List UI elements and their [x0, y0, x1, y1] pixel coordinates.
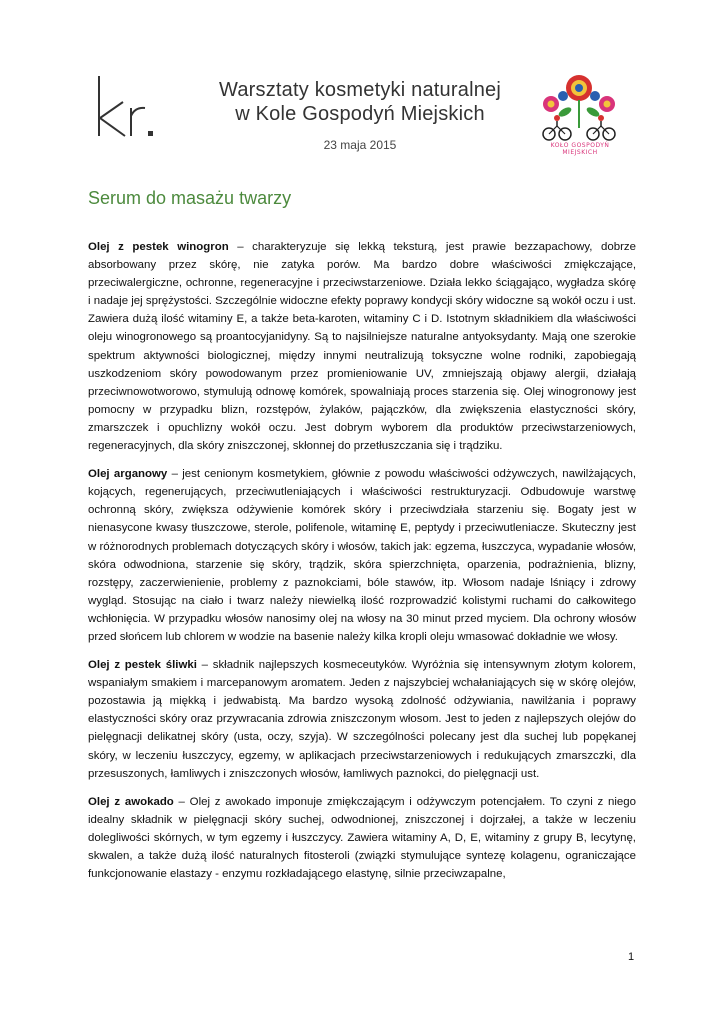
workshop-title-line1: Warsztaty kosmetyki naturalnej: [218, 79, 501, 101]
workshop-title-line2: w Kole Gospodyń Miejskich: [235, 103, 485, 125]
paragraph-text: – składnik najlepszych kosmeceutyków. Wyróżnia się intensywnym złotym kolorem, wspaniałym smakiem i marcepanowym aromatem. Jeden z najszybciej wchałaniających się w skórę olejów, pozostawia ją miękką i jedwabistą. Ma bardzo wysoką zdolność odżywiania, nawilżania i poprawy elastyczności skóry oraz przywracania zdrowia zniszczonym włosom. Jest to jeden z najlepszych olejów do pielęgnacji delikatnej skóry (usta, oczy, szyja). W szczególności polecany jest dla suchej lub popękanej skóry, w leczeniu łuszczycy, egzemy, w aplikacjach przeciwstarzeniowych i redukujących zmarszczki, dla przesuszonych, łamliwych i zniszczonych włosów, łamliwych paznokci, do pielęgnacji ust.: [88, 659, 636, 780]
term-label: Olej z pestek śliwki: [88, 659, 197, 672]
paragraph-avocado-oil: [88, 793, 636, 883]
term-label: Olej z awokado: [88, 795, 174, 808]
header-title-block: [180, 78, 540, 152]
paragraph-plum-seed-oil: [88, 656, 636, 783]
section-title: Serum do masażu twarzy: [88, 188, 292, 208]
term-label: Olej z pestek winogron: [88, 241, 229, 253]
workshop-date: 23 maja 2015: [323, 138, 397, 152]
org-caption: KOŁO GOSPODYŃ MIEJSKICH: [550, 142, 610, 156]
term-label: Olej arganowy: [88, 468, 168, 481]
paragraph-argan-oil: [88, 465, 636, 646]
paragraph-text: – Olej z awokado imponuje zmiękczającym i odżywczym potencjałem. To czyni z niego idealny składnik w pielęgnacji skóry suchej, odwodnionej, zniszczonej i dojrzałej, a także w leczeniu dolegliwości skórnych, w tym egzemy i łuszczycy. Zawiera witaminy A, D, E, witaminy z grupy B, lecytynę, skwalen, a także dużą ilość naturalnych fitosteroli (związki stymulujące syntezę kolagenu, ograniczające funkcjonowanie elastazy - enzymu rozkładającego elastynę, silnie przeciwzapalne,: [88, 795, 636, 881]
paragraph-grape-seed-oil: [88, 238, 636, 455]
page-number: 1: [628, 951, 635, 963]
paragraph-text: – jest cenionym kosmetykiem, głównie z powodu właściwości odżywczych, nawilżających, kojących, regenerujących, przeciwutleniających i właściwości restrukturyzacji. Odbudowuje warstwę ochronną skóry, zwiększa odżywienie komórek skóry i przeciwdziała starzeniu się. Bogaty jest w nienasycone kwasy tłuszczowe, sterole, polifenole, witaminę E, peptydy i przeciwutleniacze. Skuteczny jest w różnorodnych problemach dotyczących skóry i włosów, takich jak: egzema, łuszczyca, wypadanie włosów, skóra odwodniona, starzenie się skóry, trądzik, skóra spierzchnięta, oparzenia, podrażnienia, blizny, rozstępy, zaczerwienienie, problemy z paznokciami, bóle stawów, itp. Włosom nadaje lśniący i zdrowy wygląd. Stosując na ciało i twarz należy niewielką ilość rozprowadzić kolistymi ruchami do całkowitego wchłonięcia. W przypadku włosów nanosimy olej na włosy na 30 minut przed myciem. Dla ochrony włosów przed słońcem lub chlorem w wodzie na basenie należy kilka kropli oleju wmasować dokładnie we włosy.: [88, 468, 636, 643]
folk-flower-logo: [537, 70, 621, 150]
paragraph-text: – charakteryzuje się lekką teksturą, jest prawie bezzapachowy, dobrze absorbowany przez skórę, nie zatyka porów. Ma bardzo dobre właściwości zmiękczające, przeciwalergiczne, ochronne, regeneracyjne i przeciwstarzeniowe. Działa lekko ściągająco, wygładza skórę i nadaje jej sprężystości. Szczególnie widoczne efekty poprawy kondycji skóry widoczne są wokół oczu i ust. Zawiera dużą ilość witaminy E, a także beta-karoten, witaminy C i D. Istotnym składnikiem dla właściwości oleju winogronowego są proantocyjanidyny. Są to najsilniejsze naturalne antyoksydanty. Mają one szerokie spektrum aktywności biologicznej, między innymi neutralizują toksyczne wolne rodniki, zapobiegają uszkodzeniom skóry powodowanym przez promieniowanie UV, zmniejszają objawy alergii, działają przeciwnowotworowo, stymulują odnowę komórek, spowalniają proces starzenia się. Olej winogronowy jest pomocny w przypadku blizn, rozstępów, żylaków, pajączków, dla zwiększenia elastyczności skóry, zmarszczek i opuchlizny wokół oczu. Jest dobrym wyborem dla produktów przeciwstarzeniowych, regeneracyjnych, dla skóry zniszczonej, skłonnej do przetłuszczania się i trądziku.: [88, 241, 637, 453]
kr-logo: [95, 74, 157, 140]
document-body: [88, 238, 636, 893]
